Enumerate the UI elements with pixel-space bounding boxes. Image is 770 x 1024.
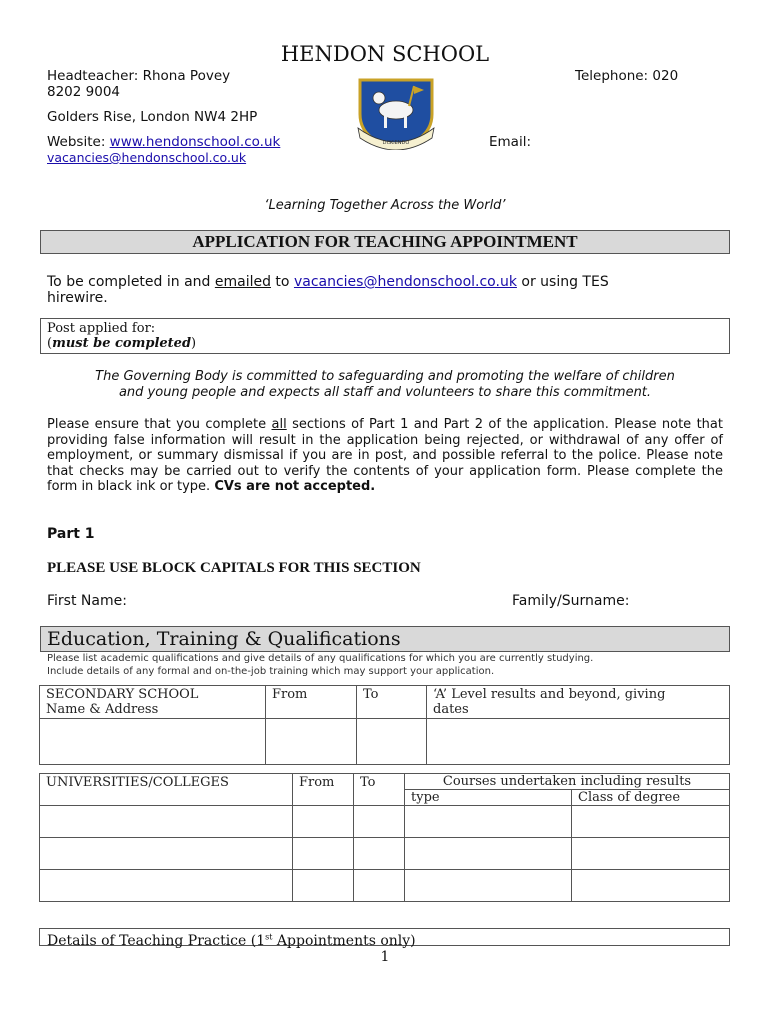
block-capitals-heading: PLEASE USE BLOCK CAPITALS FOR THIS SECTION: [47, 560, 421, 576]
tagline: ‘Learning Together Across the World’: [264, 198, 506, 213]
first-name-label: First Name:: [47, 593, 127, 609]
university-name-cell[interactable]: [40, 870, 293, 902]
class-of-degree-cell[interactable]: [572, 806, 730, 838]
website-line: [47, 134, 280, 150]
part-1-heading: Part 1: [47, 526, 95, 542]
teaching-practice-label: Details of Teaching Practice (1st Appointments only): [47, 932, 416, 949]
secondary-school-table: [39, 685, 730, 765]
university-from-cell[interactable]: [293, 838, 354, 870]
crest-motto: DISCENDO: [382, 140, 410, 146]
secondary-to-cell[interactable]: [357, 719, 427, 765]
courses-header: Courses undertaken including results: [405, 774, 730, 790]
class-of-degree-cell[interactable]: [572, 870, 730, 902]
form-title: APPLICATION FOR TEACHING APPOINTMENT: [40, 230, 730, 254]
university-to-cell[interactable]: [354, 806, 405, 838]
university-name-cell[interactable]: [40, 838, 293, 870]
education-notes: Please list academic qualifications and give details of any qualifications for which you are currently studying. Include details of any formal and on-the-job training which may support your application.: [47, 653, 594, 677]
email-link[interactable]: vacancies@hendonschool.co.uk: [47, 150, 247, 165]
universities-from-header: From: [293, 774, 354, 806]
surname-label: Family/Surname:: [512, 593, 630, 609]
intro-line-2: hirewire.: [47, 290, 108, 306]
secondary-school-cell[interactable]: [40, 719, 266, 765]
a-level-header: ‘A’ Level results and beyond, giving dates: [427, 686, 730, 719]
education-heading: Education, Training & Qualifications: [40, 626, 730, 652]
telephone-number: 8202 9004: [47, 84, 121, 100]
headteacher: Headteacher: Rhona Povey: [47, 68, 231, 84]
school-crest-logo: [354, 76, 438, 150]
website-link[interactable]: www.hendonschool.co.uk: [109, 134, 281, 150]
course-type-cell[interactable]: [405, 838, 572, 870]
website-label: Website:: [47, 134, 110, 150]
university-to-cell[interactable]: [354, 870, 405, 902]
post-applied-box[interactable]: [40, 318, 730, 354]
course-type-header: type: [405, 790, 572, 806]
universities-header: UNIVERSITIES/COLLEGES: [40, 774, 293, 806]
secondary-from-cell[interactable]: [266, 719, 357, 765]
school-name: HENDON SCHOOL: [280, 42, 490, 66]
safeguarding-statement: The Governing Body is committed to safeguarding and promoting the welfare of children and young people and expects all staff and volunteers to share this commitment.: [95, 369, 675, 400]
course-type-cell[interactable]: [405, 806, 572, 838]
secondary-school-header: SECONDARY SCHOOL Name & Address: [40, 686, 266, 719]
university-to-cell[interactable]: [354, 838, 405, 870]
intro-line-1: To be completed in and emailed to vacancies@hendonschool.co.uk or using TES: [47, 274, 609, 290]
must-be-completed: (must be completed): [47, 336, 197, 351]
email-label: Email:: [489, 134, 532, 150]
secondary-from-header: From: [266, 686, 357, 719]
class-of-degree-cell[interactable]: [572, 838, 730, 870]
emailed-text: emailed: [214, 274, 271, 290]
university-name-cell[interactable]: [40, 806, 293, 838]
teaching-practice-box[interactable]: [39, 928, 730, 949]
page-number: 1: [380, 949, 390, 965]
class-of-degree-header: Class of degree: [572, 790, 730, 806]
school-address: Golders Rise, London NW4 2HP: [47, 109, 258, 125]
instructions-paragraph: Please ensure that you complete all sections of Part 1 and Part 2 of the application. Please note that providing false information will result in the application being rejected, or withdrawal of any offer of employment, or summary dismissal if you are in post, and possible referral to the police. Please note that checks may be carried out to verify the contents of your application form. Please complete the form in black ink or type. CVs are not accepted.: [47, 417, 723, 495]
secondary-to-header: To: [357, 686, 427, 719]
a-level-cell[interactable]: [427, 719, 730, 765]
university-from-cell[interactable]: [293, 806, 354, 838]
course-type-cell[interactable]: [405, 870, 572, 902]
post-applied-label: Post applied for:: [47, 321, 156, 336]
university-from-cell[interactable]: [293, 870, 354, 902]
universities-table: [39, 773, 730, 902]
intro-email-link[interactable]: vacancies@hendonschool.co.uk: [293, 274, 517, 290]
telephone-label: Telephone: 020: [575, 68, 679, 84]
universities-to-header: To: [354, 774, 405, 806]
